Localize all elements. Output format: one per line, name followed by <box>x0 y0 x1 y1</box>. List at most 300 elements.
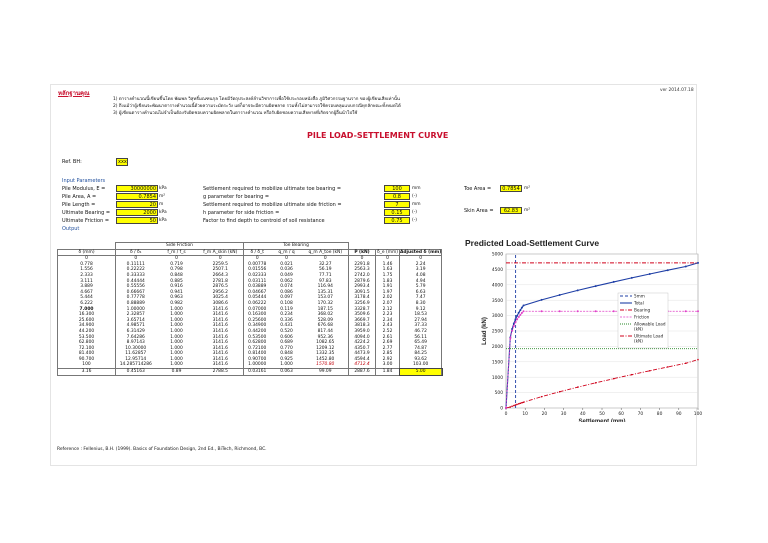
table-cell: 0.520 <box>280 328 293 334</box>
table-cell: 2.61 <box>376 335 400 341</box>
legend-label: Allowable Load <box>634 321 666 327</box>
table-cell: 3086.6 <box>198 301 244 307</box>
table-cell: 0 <box>255 256 259 262</box>
table-cell: 3.65714 <box>116 318 156 324</box>
side-settlement-unit: mm <box>412 202 421 207</box>
pile-area-field[interactable]: 0.7854 <box>116 193 158 200</box>
y-tick-label: 0 <box>500 406 503 412</box>
table-cell: 2259.5 <box>198 262 244 268</box>
ref-bh-field[interactable]: xxx <box>118 159 127 165</box>
series-point <box>595 382 596 383</box>
table-cell: 1.000 <box>156 362 198 368</box>
table-cell: 4.08 <box>400 273 442 279</box>
table-cell: 3141.6 <box>198 351 244 357</box>
series-point <box>577 289 579 291</box>
series-point <box>613 310 615 312</box>
table-cell: 5.00 <box>400 369 442 376</box>
legend-label: (kN) <box>634 338 643 344</box>
table-cell: 2.34 <box>376 318 400 324</box>
table-cell: 0.798 <box>170 267 183 273</box>
series-point <box>595 285 597 287</box>
series-point <box>559 310 561 312</box>
legend-label: 5mm <box>634 293 645 299</box>
table-cell: 53.500 <box>58 335 116 341</box>
series-point <box>631 374 632 375</box>
table-cell: 100 <box>58 362 116 368</box>
table-cell: 3091.5 <box>349 290 376 296</box>
table-cell: 1.000 <box>170 328 183 334</box>
series-point <box>523 310 525 312</box>
ultimate-friction-unit: kPa <box>159 218 167 223</box>
table-group-row <box>58 243 442 250</box>
table-cell: 97.83 <box>303 279 349 285</box>
series-point <box>521 402 522 403</box>
table-cell: 3141.6 <box>198 357 244 363</box>
output-heading: Output <box>62 226 80 232</box>
table-cell: 3141.6 <box>198 323 244 329</box>
series-point <box>518 316 520 318</box>
ultimate-bearing-label: Ultimate Bearing = <box>62 210 111 216</box>
table-cell: 0.04667 <box>248 289 267 295</box>
table-cell: 3.111 <box>58 279 116 285</box>
table-cell: 1.97 <box>376 290 400 296</box>
series-point <box>513 325 515 327</box>
settlement-table <box>57 242 442 376</box>
table-cell: 0.25600 <box>248 317 267 323</box>
col-header: δ / δ₁ <box>116 249 156 256</box>
table-cell: 2.69 <box>376 340 400 346</box>
table-cell: 3959.0 <box>349 329 376 335</box>
table-cell: 44.200 <box>58 329 116 335</box>
table-cell: 0.719 <box>170 261 183 267</box>
table-cell: 1.75 <box>376 273 400 279</box>
toe-area-field[interactable]: 0.7854 <box>500 185 522 192</box>
series-point <box>514 321 516 323</box>
col-header: q_m A_toe (kN) <box>303 249 349 256</box>
table-cell: 0 <box>376 256 400 262</box>
table-cell: 1082.65 <box>303 340 349 346</box>
series-point <box>649 273 651 275</box>
table-cell: 7.64286 <box>116 335 156 341</box>
table-cell: 6.222 <box>58 301 116 307</box>
table-cell: 77.71 <box>303 273 349 279</box>
table-cell: 0.885 <box>170 278 183 284</box>
pile-modulus-label: Pile Modulus, E = <box>62 186 106 192</box>
table-cell: 1209.12 <box>303 346 349 352</box>
h-parameter-field[interactable]: 0.15 <box>384 209 410 216</box>
table-cell: 0.07000 <box>248 306 267 312</box>
table-cell: 81.400 <box>58 351 116 357</box>
table-cell: 103.00 <box>400 362 442 368</box>
series-point <box>511 406 512 407</box>
table-cell: 3.16 <box>58 369 116 376</box>
table-cell: 0.234 <box>280 312 293 318</box>
table-cell: 0.16300 <box>248 312 267 318</box>
table-cell: 56.19 <box>303 267 349 273</box>
table-cell: 2507.1 <box>198 267 244 273</box>
table-cell: 0.89 <box>156 369 198 376</box>
table-cell: 3141.6 <box>198 312 244 318</box>
table-cell: 0.88889 <box>116 301 156 307</box>
table-cell: 4.98571 <box>116 323 156 329</box>
table-cell: 0.108 <box>280 300 293 306</box>
table-cell: 1.84 <box>376 369 400 376</box>
table-cell: 187.15 <box>303 307 349 313</box>
series-point <box>649 370 650 371</box>
col-header: f_m A_skin (kN) <box>198 249 244 256</box>
table-cell: 3141.6 <box>198 362 244 368</box>
legend-label: Bearing <box>634 307 651 313</box>
table-cell: 0 <box>303 256 349 262</box>
series-point <box>518 403 519 404</box>
table-cell: 4094.0 <box>349 335 376 341</box>
col-header: δ (mm) <box>58 249 116 256</box>
table-cell: 3141.6 <box>198 329 244 335</box>
skin-area-field[interactable]: 62.83 <box>500 207 522 214</box>
table-cell: 2993.4 <box>349 284 376 290</box>
series-point <box>559 294 561 296</box>
table-cell: 7.000 <box>58 307 116 313</box>
toe-settlement-field[interactable]: 100 <box>384 185 410 192</box>
table-cell: 1.000 <box>170 323 183 329</box>
series-point <box>577 310 579 312</box>
g-parameter-field[interactable]: 0.8 <box>384 193 410 200</box>
table-cell: 3141.6 <box>198 340 244 346</box>
y-tick-label: 5000 <box>491 252 503 258</box>
table-cell: 528.09 <box>303 318 349 324</box>
ultimate-bearing-field[interactable]: 2000 <box>116 209 158 216</box>
table-cell: 1.000 <box>170 312 183 318</box>
table-cell: 3256.9 <box>349 301 376 307</box>
page-title: PILE LOAD-SETTLEMENT CURVE <box>307 131 449 140</box>
table-cell: 0.44200 <box>248 328 267 334</box>
table-cell: 27.94 <box>400 318 442 324</box>
chart-svg <box>462 236 717 422</box>
table-cell: 0.770 <box>280 345 293 351</box>
side-settlement-field[interactable]: 7 <box>384 201 410 208</box>
legend-label: Friction <box>634 314 650 320</box>
table-cell: 0.45163 <box>116 369 156 376</box>
table-cell: 0.05444 <box>248 295 267 301</box>
table-cell: 0.941 <box>170 289 183 295</box>
table-cell: 3.00 <box>376 362 400 368</box>
series-point <box>697 310 699 312</box>
series-point <box>541 299 543 301</box>
disclaimer-note-3: 3) ผู้เขียนตารางคำนวณไม่จำเป็นต้องรับผิดชอบความผิดพลาดในตารางคำนวณ หรือรับผิดชอบความเสียหายที่เกิดจากผู้อื่นนำไปใช้ <box>113 111 358 116</box>
g-parameter-unit: (-) <box>412 194 418 199</box>
ultimate-bearing-unit: kPa <box>159 210 167 215</box>
series-point <box>516 404 517 405</box>
table-cell: 0.44444 <box>116 279 156 285</box>
table-cell: 3328.7 <box>349 307 376 313</box>
table-cell: 0.925 <box>280 356 293 362</box>
table-cell: 0 <box>349 256 376 262</box>
table-cell: 4.667 <box>58 290 116 296</box>
table-cell: 2879.6 <box>349 279 376 285</box>
table-cell: 1452.80 <box>303 357 349 363</box>
table-cell: 0.72100 <box>248 345 267 351</box>
table-cell: 0.02333 <box>248 272 267 278</box>
pile-length-unit: m <box>159 202 164 207</box>
pile-length-label: Pile Length = <box>62 202 96 208</box>
table-cell: 0.848 <box>170 272 183 278</box>
table-cell: 135.31 <box>303 290 349 296</box>
table-cell: 37.33 <box>400 323 442 329</box>
table-cell: 0 <box>198 256 244 262</box>
series-point <box>521 307 523 309</box>
pile-length-field[interactable]: 20 <box>116 201 158 208</box>
centroid-factor-label: Factor to find depth to centroid of soil resistance <box>203 218 325 224</box>
table-cell: 4.94 <box>400 279 442 285</box>
table-cell: 2876.5 <box>198 284 244 290</box>
y-tick-label: 1000 <box>491 375 503 381</box>
table-cell: 676.68 <box>303 323 349 329</box>
table-cell: 99.09 <box>303 369 349 376</box>
table-cell: 1.83 <box>376 279 400 285</box>
table-cell: 16.300 <box>58 312 116 318</box>
table-cell: 2.23 <box>376 312 400 318</box>
toe-settlement-unit: mm <box>412 186 421 191</box>
table-cell: 0.77778 <box>116 295 156 301</box>
y-tick-label: 1500 <box>491 360 503 366</box>
table-cell: 2.43 <box>376 323 400 329</box>
table-cell: 170.32 <box>303 301 349 307</box>
table-cell: 0.336 <box>280 317 293 323</box>
version-label: ver 2014.07.18 <box>660 88 694 93</box>
toe-settlement-label: Settlement required to mobilize ultimate toe bearing = <box>203 186 342 192</box>
series-point <box>541 396 542 397</box>
table-cell: 2291.8 <box>349 262 376 268</box>
table-cell: 8.97143 <box>116 340 156 346</box>
table-cell: 0.01556 <box>248 267 267 273</box>
table-cell: 3141.6 <box>198 318 244 324</box>
skin-area-label: Skin Area = <box>464 208 494 214</box>
table-cell: 0.074 <box>280 284 293 290</box>
table-cell: 2781.8 <box>198 279 244 285</box>
table-cell: 3509.6 <box>349 312 376 318</box>
table-cell: 3141.6 <box>198 307 244 313</box>
disclaimer-note-1: 1) ตารางคำนวณนี้เขียนขึ้นโดย พัฒพล วิสุทธิ์มณฑนกุล โดยมีวัตถุประสงค์ลำนวิชาการเพื่อใช้ประกอบหนังสือ ภูมิวิศวกรรมฐานราก ของผู้เขียนเสียเท่านั้น <box>113 97 400 102</box>
series-point <box>521 312 523 314</box>
table-cell: 1.91 <box>376 284 400 290</box>
table-cell: 4224.2 <box>349 340 376 346</box>
y-tick-label: 4000 <box>491 283 503 289</box>
table-cell: 0.55556 <box>116 284 156 290</box>
table-cell: 0.33333 <box>116 273 156 279</box>
table-cell: 0.53500 <box>248 334 267 340</box>
disclaimer-note-2: 2) ถึงแม้ว่าผู้เขียนจะพัฒนาตารางคำนวณนี้ด้วยความระมัดระวัง แต่ก็อาจจะมีความผิดพลาด รวมทั้งไม่สามารถใช้ครอบคลุมแบบกรณีทุกลักษณะทั้งหมดได้ <box>113 104 401 109</box>
table-cell: 2.85 <box>376 351 400 357</box>
y-tick-label: 2500 <box>491 329 503 335</box>
table-cell: 65.49 <box>400 340 442 346</box>
table-cell: 1.46 <box>376 262 400 268</box>
col-header: f_m / f_s <box>156 249 198 256</box>
table-cell: 0 <box>400 256 442 262</box>
pile-area-unit: m² <box>159 194 166 199</box>
y-tick-label: 3000 <box>491 314 503 320</box>
table-cell: 34.900 <box>58 323 116 329</box>
pile-modulus-field[interactable]: 30000000 <box>116 185 158 192</box>
series-point <box>697 359 698 360</box>
table-cell: 153.07 <box>303 295 349 301</box>
table-cell: 3141.6 <box>198 346 244 352</box>
col-header: δ_e (mm) <box>377 249 398 255</box>
table-cell: 4473.9 <box>349 351 376 357</box>
table-cell: 0.03889 <box>248 284 267 290</box>
table-cell: 0.848 <box>280 351 293 357</box>
series-point <box>523 402 524 403</box>
table-cell: 1.00000 <box>244 362 271 368</box>
table-cell: 3178.4 <box>349 295 376 301</box>
series-point <box>595 310 597 312</box>
reference-note: Reference : Fellenius, B.H. (1999). Basics of Foundation Design, 2nd Ed., BiTech, Richmond, BC. <box>57 447 267 452</box>
table-cell: 9.12 <box>400 307 442 313</box>
series-point <box>505 407 507 409</box>
table-row <box>58 369 442 376</box>
series-point <box>516 318 518 320</box>
table-cell: 0.62800 <box>248 340 267 346</box>
x-tick-label: 70 <box>637 412 644 417</box>
table-cell: 3141.6 <box>198 335 244 341</box>
side-settlement-label: Settlement required to mobilize ultimate side friction = <box>203 202 342 208</box>
table-cell: 25.600 <box>58 318 116 324</box>
table-cell: 0.90700 <box>248 356 267 362</box>
table-cell: 1.63 <box>376 267 400 273</box>
table-cell: 0.00778 <box>248 261 267 267</box>
table-cell: 0.916 <box>170 284 183 290</box>
table-cell: 817.44 <box>303 329 349 335</box>
table-cell: 0.062 <box>280 278 293 284</box>
ultimate-friction-label: Ultimate Friction = <box>62 218 110 224</box>
series-point <box>520 403 521 404</box>
table-cell: 0.03111 <box>248 278 267 284</box>
y-tick-label: 500 <box>494 391 503 397</box>
table-cell: 2.77 <box>376 346 400 352</box>
table-cell: 2956.2 <box>198 290 244 296</box>
table-cell: 4712.4 <box>349 362 376 368</box>
table-cell: 0.03161 <box>244 369 271 376</box>
table-cell: 4350.7 <box>349 346 376 352</box>
table-cell: 1.000 <box>170 317 183 323</box>
x-tick-label: 50 <box>599 412 605 417</box>
table-cell: 1.000 <box>170 345 183 351</box>
table-cell: 0 <box>58 256 116 262</box>
x-axis-label: Settlement (mm) <box>578 419 626 422</box>
table-cell: 0.063 <box>271 369 303 376</box>
table-cell: 2.02 <box>376 295 400 301</box>
table-cell: 5.79 <box>400 284 442 290</box>
table-cell: 1.000 <box>170 306 183 312</box>
table-cell: 2.24 <box>400 262 442 268</box>
x-tick-label: 20 <box>541 412 548 417</box>
series-point <box>667 269 669 271</box>
toe-bearing-group-header: Toe Bearing <box>244 243 349 250</box>
centroid-factor-unit: (-) <box>412 218 418 223</box>
x-tick-label: 40 <box>580 412 586 417</box>
y-tick-label: 4500 <box>491 268 503 273</box>
col-header: δ / δ_t <box>244 249 271 256</box>
table-cell: 0.606 <box>280 334 293 340</box>
y-axis-label: Load (kN) <box>482 317 488 345</box>
table-cell: 4594.4 <box>349 357 376 363</box>
ref-bh-label: Ref. BH: <box>62 159 82 165</box>
table-cell: 1.000 <box>170 334 183 340</box>
table-cell: 3818.3 <box>349 323 376 329</box>
table-cell: 0 <box>116 256 156 262</box>
table-cell: 2.12 <box>376 307 400 313</box>
table-cell: 14.285714286 <box>116 362 156 368</box>
chart-title: Predicted Load-Settlement Curve <box>465 238 600 248</box>
pile-area-label: Pile Area, A = <box>62 194 97 200</box>
table-cell: 0.11111 <box>116 262 156 268</box>
legend-label: Total <box>634 300 644 306</box>
series-point <box>509 337 511 339</box>
table-cell: 0.81400 <box>248 351 267 357</box>
table-cell: 0.036 <box>280 267 293 273</box>
series-point <box>685 310 687 312</box>
input-parameters-heading: Input Parameters <box>62 178 106 184</box>
table-cell: 2.32857 <box>116 312 156 318</box>
table-cell: 12.95714 <box>116 357 156 363</box>
side-friction-group-header: Side Friction <box>116 243 244 250</box>
table-cell: 0 <box>285 256 288 262</box>
table-cell: 1.00000 <box>116 307 156 313</box>
centroid-factor-field[interactable]: 0.75 <box>384 217 410 224</box>
pile-modulus-unit: kPa <box>159 186 167 191</box>
x-tick-label: 90 <box>676 412 682 417</box>
table-cell: 74.87 <box>400 346 442 352</box>
load-settlement-chart <box>462 236 717 422</box>
table-cell: 2742.0 <box>349 273 376 279</box>
table-cell: 46.72 <box>400 329 442 335</box>
series-point <box>631 277 633 279</box>
table-cell: 2.92 <box>376 357 400 363</box>
table-cell: 1570.80 <box>303 362 349 368</box>
table-cell: 72.100 <box>58 346 116 352</box>
skin-area-unit: m² <box>524 208 531 213</box>
x-tick-label: 0 <box>504 412 508 417</box>
table-cell: 2.333 <box>58 273 116 279</box>
table-cell: 2788.5 <box>198 369 244 376</box>
table-cell: 2563.3 <box>349 267 376 273</box>
col-header: Adjusted δ (mm) <box>400 249 442 255</box>
series-point <box>510 406 511 407</box>
ultimate-friction-field[interactable]: 50 <box>116 217 158 224</box>
table-cell: 56.11 <box>400 335 442 341</box>
table-cell: 2.52 <box>376 329 400 335</box>
x-tick-label: 10 <box>522 412 528 417</box>
table-cell: 3025.4 <box>198 295 244 301</box>
x-tick-label: 60 <box>618 412 624 417</box>
table-cell: 0.06222 <box>248 300 267 306</box>
table-cell: 18.53 <box>400 312 442 318</box>
series-point <box>577 386 578 387</box>
table-cell: 0.689 <box>280 340 293 346</box>
table-cell: 3.889 <box>58 284 116 290</box>
table-cell: 1332.35 <box>303 351 349 357</box>
legend-label: Ultimate Load <box>634 333 664 339</box>
series-point <box>541 310 543 312</box>
table-cell: 0.963 <box>170 295 183 301</box>
series-point <box>513 405 514 406</box>
col-header: q_m / q <box>271 249 303 256</box>
table-cell: 368.02 <box>303 312 349 318</box>
h-parameter-unit: (-) <box>412 210 418 215</box>
table-cell: 11.62857 <box>116 351 156 357</box>
table-cell: 93.62 <box>400 357 442 363</box>
series-point <box>519 309 521 311</box>
table-cell: 8.30 <box>400 301 442 307</box>
